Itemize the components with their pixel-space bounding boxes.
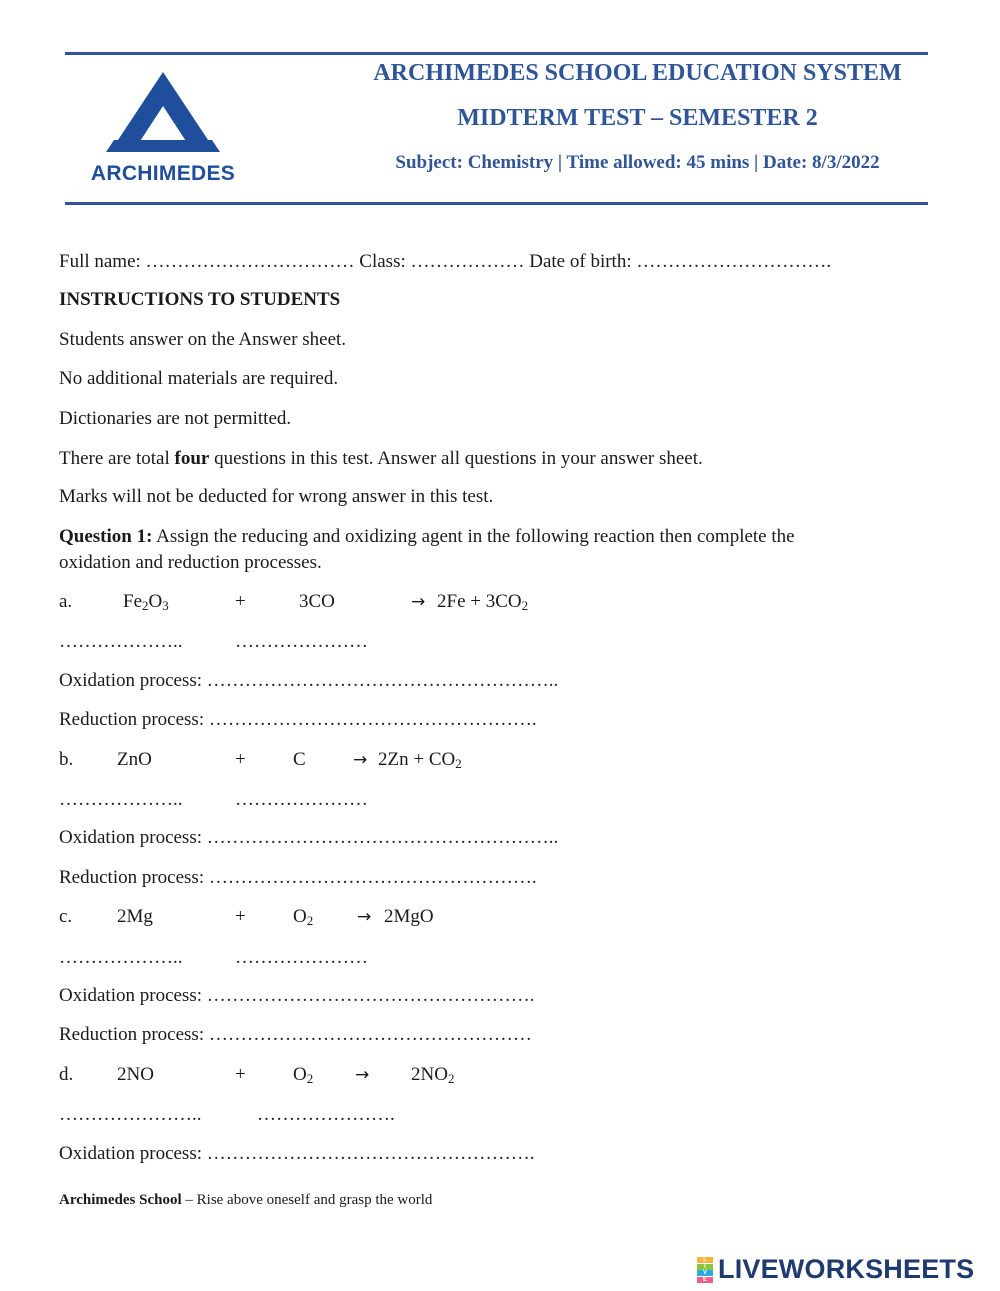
reactant-fe2o3: $Fe_2O_3$: [123, 591, 169, 614]
live-badge-icon: [697, 1257, 713, 1283]
oxidation-process-blank[interactable]: Oxidation process: ………………………………………………..: [59, 670, 559, 691]
test-meta: Subject: Chemistry | Time allowed: 45 mins | Date: 8/3/2022: [395, 152, 880, 173]
school-title: ARCHIMEDES SCHOOL EDUCATION SYSTEM: [373, 60, 902, 86]
instruction-line: Students answer on the Answer sheet.: [59, 329, 347, 350]
instruction-text: questions in this test. Answer all questions in your answer sheet.: [209, 448, 703, 469]
question-1-text: [59, 526, 795, 548]
reaction-b: [59, 749, 959, 773]
live-badge-letter: I: [697, 1264, 713, 1270]
reactant-no: 2NO: [117, 1064, 154, 1085]
arrow-icon: →: [357, 907, 372, 927]
oxidation-process-blank[interactable]: Oxidation process: …………………………………………….: [59, 1143, 535, 1164]
instruction-line: No additional materials are required.: [59, 368, 339, 389]
arrow-icon: →: [411, 592, 426, 612]
instruction-line: Marks will not be deducted for wrong answer in this test.: [59, 486, 494, 507]
question-1-prompt: Assign the reducing and oxidizing agent in the following reaction then complete the: [152, 526, 795, 547]
watermark-text: LIVEWORKSHEETS: [718, 1254, 975, 1284]
live-badge-letter: V: [697, 1270, 713, 1276]
reactant-mg: 2Mg: [117, 906, 153, 927]
reactant-c: C: [293, 749, 306, 770]
question-1-text-cont: oxidation and reduction processes.: [59, 552, 322, 573]
reduction-process-blank[interactable]: Reduction process: ……………………………………………: [59, 1024, 532, 1045]
reactant-o2: $O_2$: [293, 1064, 314, 1087]
reducing-agent-blank[interactable]: ………………..: [59, 947, 183, 968]
plus-sign: +: [235, 906, 246, 927]
reaction-a: [59, 591, 959, 615]
reduction-process-blank[interactable]: Reduction process: …………………………………………….: [59, 867, 537, 888]
oxidizing-agent-blank[interactable]: …………………: [235, 789, 368, 810]
logo-triangle-icon: [78, 70, 248, 160]
agent-blanks: [59, 947, 959, 971]
part-letter: d.: [59, 1064, 74, 1085]
instruction-line: [59, 448, 703, 470]
instruction-line: Dictionaries are not permitted.: [59, 408, 292, 429]
agent-blanks: [59, 631, 959, 655]
plus-sign: +: [235, 1064, 246, 1085]
header-top-rule: [65, 52, 928, 55]
reducing-agent-blank[interactable]: ………………..: [59, 631, 183, 652]
product: $2Zn + CO_2$: [378, 749, 462, 772]
footer-motto: – Rise above oneself and grasp the world: [181, 1192, 433, 1208]
oxidation-process-blank[interactable]: Oxidation process: ………………………………………………..: [59, 827, 559, 848]
product: $2Fe + 3CO_2$: [437, 591, 529, 614]
reactant-o2: $O_2$: [293, 906, 314, 929]
plus-sign: +: [235, 591, 246, 612]
reducing-agent-blank[interactable]: ………………..: [59, 789, 183, 810]
part-letter: b.: [59, 749, 74, 770]
plus-sign: +: [235, 749, 246, 770]
product: 2MgO: [384, 906, 434, 927]
agent-blanks: [59, 1104, 959, 1128]
header-bottom-rule: [65, 202, 928, 205]
footer-school-name: Archimedes School: [59, 1192, 182, 1208]
live-badge-letter: E: [697, 1277, 713, 1283]
part-letter: c.: [59, 906, 73, 927]
instructions-heading: INSTRUCTIONS TO STUDENTS: [59, 289, 341, 310]
live-badge-letter: L: [697, 1257, 713, 1263]
arrow-icon: →: [353, 750, 368, 770]
test-title: MIDTERM TEST – SEMESTER 2: [457, 105, 818, 131]
agent-blanks: [59, 789, 959, 813]
reducing-agent-blank[interactable]: …………………..: [59, 1104, 202, 1125]
product: $2NO_2$: [411, 1064, 455, 1087]
reaction-c: [59, 906, 959, 930]
oxidizing-agent-blank[interactable]: …………………: [235, 947, 368, 968]
liveworksheets-watermark: [697, 1256, 997, 1286]
reduction-process-blank[interactable]: Reduction process: …………………………………………….: [59, 709, 537, 730]
oxidizing-agent-blank[interactable]: ………………….: [257, 1104, 395, 1125]
reaction-d: [59, 1064, 959, 1088]
student-info-line: Full name: …………………………… Class: ……………… Date of birth: ………………………….: [59, 251, 832, 272]
reactant-co: 3CO: [299, 591, 335, 612]
school-logo: [78, 70, 248, 188]
page-footer: [59, 1192, 432, 1209]
question-1-label: Question 1:: [59, 526, 153, 547]
logo-text: ARCHIMEDES: [90, 162, 236, 185]
oxidation-process-blank[interactable]: Oxidation process: …………………………………………….: [59, 985, 535, 1006]
part-letter: a.: [59, 591, 73, 612]
instruction-emphasis: four: [174, 448, 210, 469]
instruction-text: There are total: [59, 448, 175, 469]
arrow-icon: →: [355, 1065, 370, 1085]
reactant-zno: ZnO: [117, 749, 152, 770]
oxidizing-agent-blank[interactable]: …………………: [235, 631, 368, 652]
